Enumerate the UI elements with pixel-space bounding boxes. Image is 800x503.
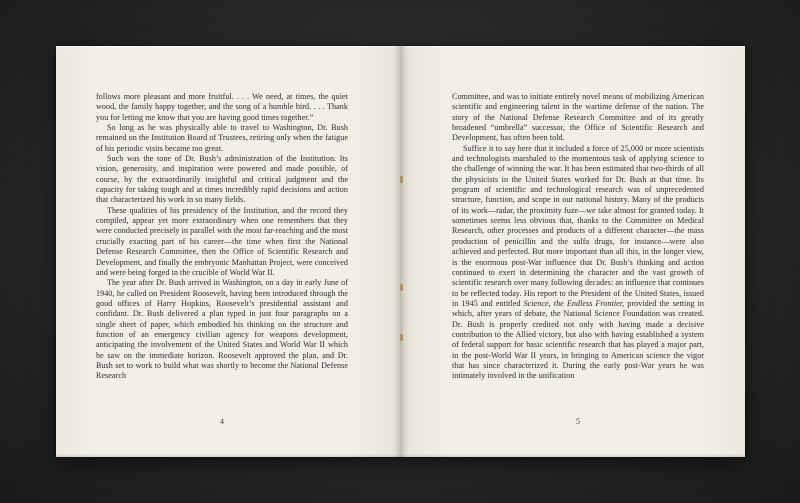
book-spread — [56, 46, 745, 457]
paragraph: The year after Dr. Bush arrived in Washington, on a day in early June of 1940, he called on President Roosevelt, having been introduced through the good offices of Harry Hopkins, Roosevelt’s presidential assistant and confidant. Dr. Bush delivered a plan typed in just four paragraphs on a single sheet of paper, which embodied his thinking on the structure and function of an emergency civilian agency for weapons development, anticipating the involvement of the United States and World War II which he saw on the immediate horizon. Roosevelt approved the plan, and Dr. Bush set to work to build what was shortly to become the National Defense Research — [96, 278, 348, 381]
binding-stitch — [400, 284, 403, 291]
binding-stitch — [400, 176, 403, 183]
paragraph: Such was the tone of Dr. Bush’s administration of the Institution. Its vision, generosity, and inspiration were powered and made possible, of course, by the extraordinarily insightful and critical judgment and the capacity for taking tough and at times incredibly rapid decisions and action that characterized his work in so many fields. — [96, 154, 348, 205]
paragraph: Committee, and was to initiate entirely novel means of mobilizing American scientific and engineering talent in the wartime defense of the nation. The story of the National Defense Research Committee and of its greatly broadened “umbrella” successor, the Office of Scientific Research and Development, has often been told. — [452, 92, 704, 143]
binding-stitch — [400, 334, 403, 341]
paragraph: follows more pleasant and more fruitful. . . . We need, at times, the quiet wood, the family happy together, and the song of a humble bird. . . . Thank you for letting me know that you are having good times together.” — [96, 92, 348, 122]
paragraph: These qualities of his presidency of the Institution, and the record they compiled, appear yet more extraordinary when one remembers that they were conducted precisely in parallel with the most far-reaching and the most crucially exacting part of his career—the time when first the National Defense Research Committee, then the Office of Scientific Research and Development, and finally the embryonic Manhattan Project, were conceived and were being forged in the crucible of World War II. — [96, 205, 348, 277]
paragraph: So long as he was physically able to travel to Washington, Dr. Bush remained on the Institution Board of Trustees, retiring only when the fatigue of his periodic visits became too great. — [96, 123, 348, 153]
page-number-right: 5 — [576, 417, 580, 426]
right-page-text-column — [452, 92, 704, 382]
page-number-left: 4 — [220, 417, 224, 426]
left-page-text-column — [96, 92, 348, 382]
paragraph: Suffice it to say here that it included a force of 25,000 or more scientists and technologists marshaled to the momentous task of applying science to the challenge of winning the war. It has been estimated that two-thirds of all the physicists in the United States worked for Dr. Bush at that time. Its program of scientific and technological research was of unprecedented structure, function, and scope in our national history. Many of the products of its work—radar, the proximity fuze—we take almost for granted today. It sometimes seems less obvious that, thanks to the Committee on Medical Research, other processes and products of a different character—the mass production of penicillin and the sulfa drugs, for instance—were also achieved and perfected. But more important than all this, in the longer view, is the enormous post-War influence that Dr. Bush’s thinking and action continued to exert in determining the character and the vast growth of scientific research over many following decades: an influence that continues to be reflected today. His report to the President of the United States, issued in 1945 and entitled Science, the Endless Frontier, provided the setting in which, after years of debate, the National Science Foundation was created. Dr. Bush is properly credited not only with having made a decisive contribution to the Allied victory, but also with having established a system of federal support for basic scientific research that has played a major part, in the post-World War II years, in bringing to American science the vigor that has since characterized it. During the early post-War years he was intimately involved in the unification — [452, 143, 704, 381]
